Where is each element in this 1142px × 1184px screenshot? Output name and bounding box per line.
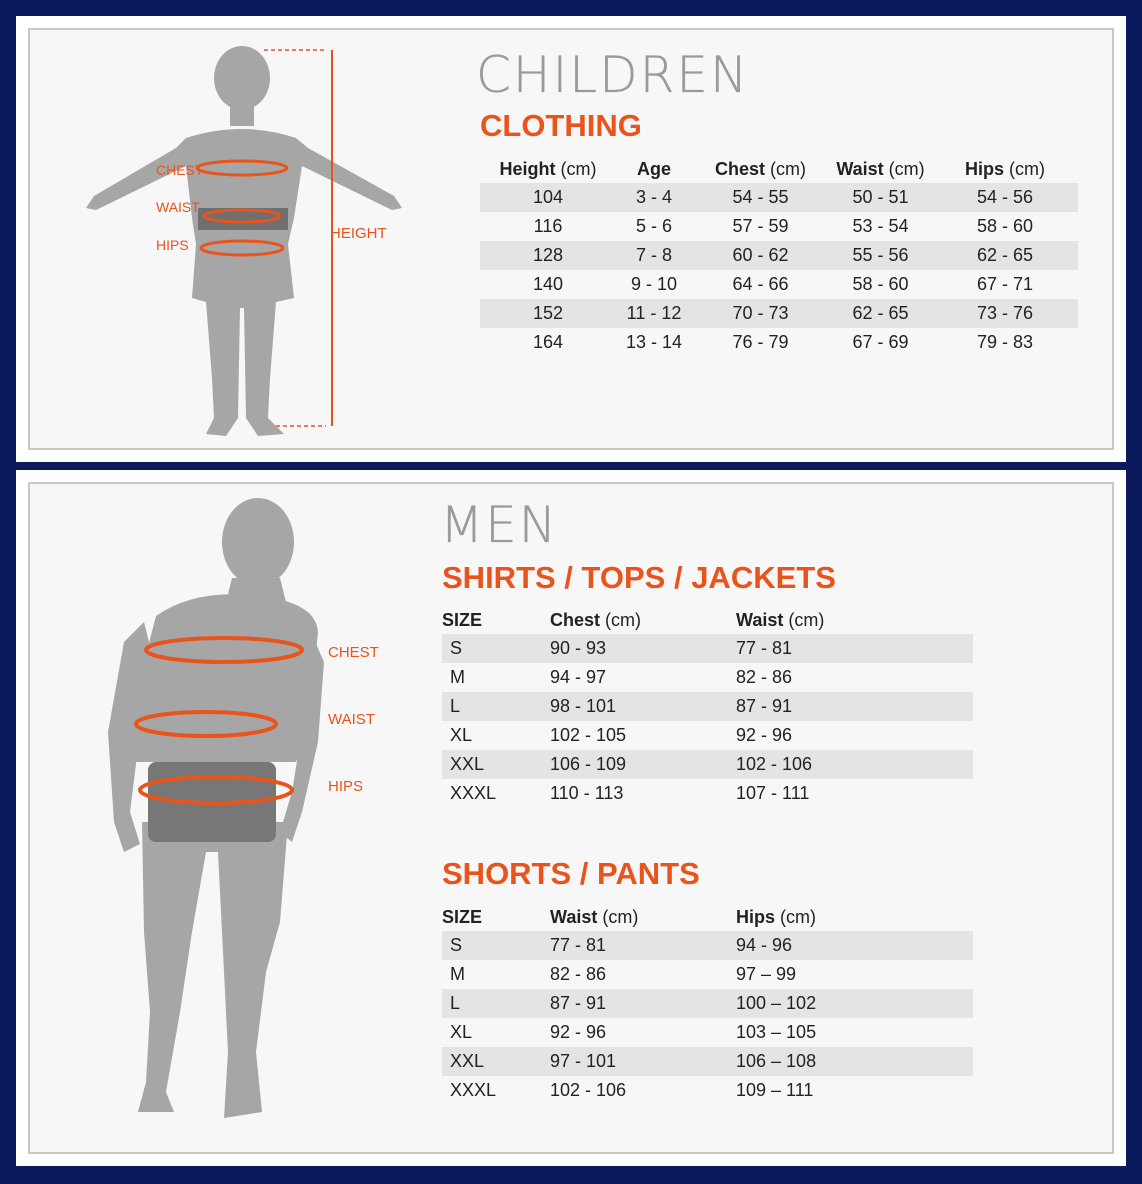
- column-header: [932, 155, 1078, 183]
- man-waist-label: WAIST: [328, 711, 375, 728]
- table-cell: 140: [532, 274, 564, 294]
- table-cell: 62 - 65: [932, 241, 1078, 270]
- table-cell: XXL: [442, 750, 550, 779]
- table-cell: 3 - 4: [616, 183, 692, 212]
- column-header-name: Chest: [715, 158, 766, 179]
- table-cell: 107 - 111: [736, 783, 810, 803]
- table-cell: 67 - 71: [976, 274, 1034, 294]
- table-cell: 87 - 91: [736, 692, 973, 721]
- table-row: [480, 241, 1078, 270]
- column-header: [736, 606, 973, 634]
- table-cell: 64 - 66: [732, 274, 789, 294]
- table-cell: 79 - 83: [976, 332, 1034, 352]
- header-row: [442, 903, 973, 931]
- column-header-unit: (cm): [555, 158, 597, 179]
- table-cell: M: [450, 964, 465, 984]
- table-row: [442, 1018, 973, 1047]
- man-chest-label: CHEST: [328, 644, 379, 661]
- child-height-label: HEIGHT: [330, 225, 387, 242]
- table-row: [442, 750, 973, 779]
- column-header: [442, 606, 550, 634]
- children-table-header: [480, 155, 1078, 183]
- column-header-name: Height: [499, 158, 556, 179]
- table-row: [480, 328, 1078, 357]
- table-cell: 152: [480, 299, 616, 328]
- table-cell: 102 - 106: [736, 750, 973, 779]
- column-header-name: Waist: [836, 158, 884, 179]
- table-cell: 94 - 96: [736, 931, 973, 960]
- table-cell: 73 - 76: [932, 299, 1078, 328]
- men-title: MEN: [440, 496, 559, 554]
- table-row: [442, 931, 973, 960]
- table-cell: 77 - 81: [550, 931, 736, 960]
- table-cell: 110 - 113: [550, 783, 624, 803]
- header-row: [480, 155, 1078, 183]
- table-cell: 90 - 93: [550, 634, 736, 663]
- table-cell: 13 - 14: [625, 332, 683, 352]
- shirts-size-table: [442, 606, 973, 808]
- column-header-unit: (cm): [765, 158, 806, 179]
- column-header: [616, 155, 692, 183]
- column-header: [550, 903, 736, 931]
- table-cell: 54 - 56: [932, 183, 1078, 212]
- table-cell: 76 - 79: [732, 332, 789, 352]
- table-row: [480, 299, 1078, 328]
- table-cell: 58 - 60: [976, 216, 1034, 236]
- table-cell: XL: [450, 1022, 473, 1042]
- column-header-unit: (cm): [600, 609, 641, 630]
- table-cell: 58 - 60: [852, 274, 909, 294]
- shirts-table-body: [442, 634, 973, 808]
- table-cell: 97 - 101: [550, 1047, 736, 1076]
- table-cell: 87 - 91: [550, 989, 736, 1018]
- children-size-table: [480, 155, 1078, 357]
- table-cell: XXXL: [450, 783, 497, 803]
- child-chest-label: CHEST: [156, 162, 204, 178]
- column-header: [550, 606, 736, 634]
- table-cell: 54 - 55: [692, 183, 829, 212]
- table-cell: 60 - 62: [692, 241, 829, 270]
- table-cell: 57 - 59: [732, 216, 789, 236]
- column-header-name: Waist: [736, 609, 784, 630]
- shorts-table-header: [442, 903, 973, 931]
- table-cell: 92 - 96: [736, 725, 793, 745]
- table-cell: 92 - 96: [550, 1022, 607, 1042]
- table-cell: M: [450, 667, 465, 687]
- table-cell: 5 - 6: [635, 216, 673, 236]
- children-panel: [16, 16, 1126, 462]
- table-row: [442, 663, 973, 692]
- table-cell: 100 – 102: [736, 989, 973, 1018]
- column-header-name: Age: [636, 158, 671, 179]
- header-row: [442, 606, 973, 634]
- table-cell: XXXL: [450, 1080, 497, 1100]
- table-cell: 82 - 86: [736, 667, 793, 687]
- table-cell: 128: [480, 241, 616, 270]
- shirts-table-header: [442, 606, 973, 634]
- column-header-unit: (cm): [597, 906, 639, 927]
- column-header-name: Waist: [550, 906, 598, 927]
- column-header-name: Hips: [965, 158, 1005, 179]
- column-header: [829, 155, 932, 183]
- table-cell: 82 - 86: [550, 964, 607, 984]
- table-cell: 97 – 99: [736, 964, 797, 984]
- child-hips-label: HIPS: [156, 237, 189, 253]
- table-cell: 77 - 81: [736, 634, 973, 663]
- table-cell: 98 - 101: [550, 692, 736, 721]
- table-cell: 103 – 105: [736, 1022, 817, 1042]
- children-title: CHILDREN: [476, 46, 750, 104]
- table-row: [480, 270, 1078, 299]
- table-row: [442, 1076, 973, 1105]
- column-header-unit: (cm): [783, 609, 825, 630]
- men-panel: [16, 470, 1126, 1166]
- table-cell: 104: [480, 183, 616, 212]
- shorts-heading: SHORTS / PANTS: [442, 856, 700, 891]
- table-cell: 102 - 106: [550, 1080, 627, 1100]
- table-cell: 164: [532, 332, 564, 352]
- column-header-unit: (cm): [775, 906, 816, 927]
- man-figure: [96, 492, 396, 1142]
- table-row: [442, 721, 973, 750]
- table-cell: 62 - 65: [829, 299, 932, 328]
- column-header-name: Hips: [736, 906, 776, 927]
- table-cell: 106 – 108: [736, 1047, 973, 1076]
- table-cell: 67 - 69: [852, 332, 909, 352]
- table-cell: 94 - 97: [550, 667, 607, 687]
- table-cell: 109 – 111: [736, 1080, 814, 1100]
- child-figure: [56, 38, 456, 438]
- table-row: [442, 960, 973, 989]
- table-cell: 116: [533, 216, 563, 236]
- column-header-unit: (cm): [1004, 158, 1045, 179]
- child-waist-label: WAIST: [156, 199, 200, 215]
- table-cell: 55 - 56: [829, 241, 932, 270]
- table-cell: L: [442, 989, 550, 1018]
- table-cell: L: [442, 692, 550, 721]
- table-cell: 70 - 73: [692, 299, 829, 328]
- table-row: [442, 692, 973, 721]
- table-row: [480, 212, 1078, 241]
- shirts-heading: SHIRTS / TOPS / JACKETS: [442, 560, 836, 595]
- table-row: [442, 634, 973, 663]
- table-cell: 9 - 10: [630, 274, 678, 294]
- column-header: [692, 155, 829, 183]
- table-cell: 50 - 51: [829, 183, 932, 212]
- table-row: [442, 989, 973, 1018]
- column-header: [442, 903, 550, 931]
- shorts-size-table: [442, 903, 973, 1105]
- column-header: [736, 903, 973, 931]
- table-cell: 7 - 8: [616, 241, 692, 270]
- table-row: [480, 183, 1078, 212]
- shorts-table-body: [442, 931, 973, 1105]
- table-cell: 102 - 105: [550, 725, 627, 745]
- table-cell: XXL: [442, 1047, 550, 1076]
- table-cell: XL: [450, 725, 473, 745]
- table-cell: S: [442, 634, 550, 663]
- column-header-name: SIZE: [442, 609, 483, 630]
- children-subtitle: CLOTHING: [480, 108, 642, 143]
- column-header-name: Chest: [550, 609, 601, 630]
- column-header: [480, 155, 616, 183]
- table-row: [442, 1047, 973, 1076]
- column-header-name: SIZE: [442, 906, 483, 927]
- table-cell: 11 - 12: [616, 299, 692, 328]
- table-row: [442, 779, 973, 808]
- table-cell: 53 - 54: [852, 216, 909, 236]
- table-cell: 106 - 109: [550, 750, 736, 779]
- man-hips-label: HIPS: [328, 778, 364, 795]
- column-header-unit: (cm): [883, 158, 925, 179]
- table-cell: S: [442, 931, 550, 960]
- children-table-body: [480, 183, 1078, 357]
